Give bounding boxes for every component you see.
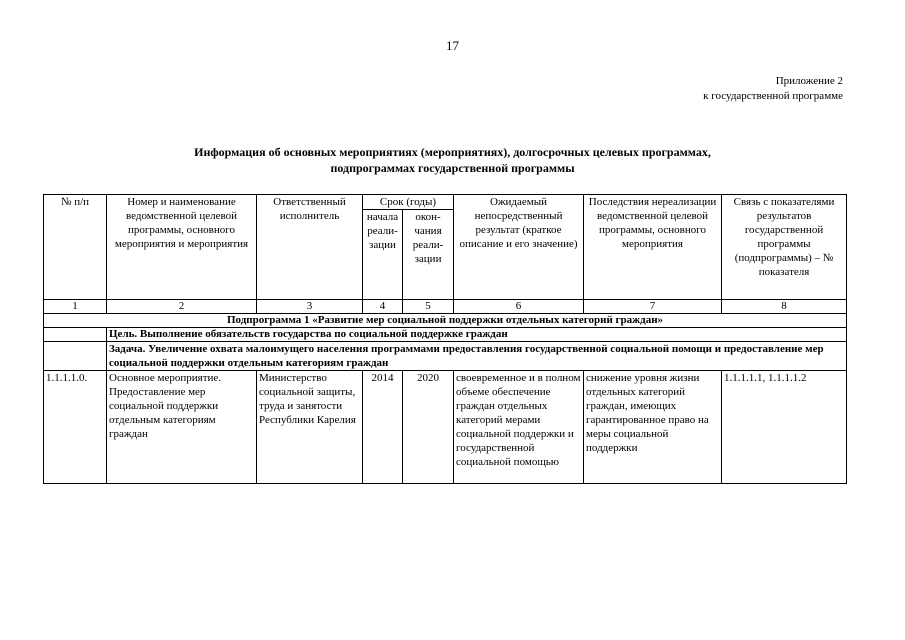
row-result: своевременное и в полном объеме обеспечение граждан отдельных категорий мерами социальной поддержки и государственной социальной помощью [454, 371, 584, 484]
header-consequence: Последствия нереализации ведомственной целевой программы, основного мероприятия [584, 195, 722, 300]
header-result: Ожидаемый непосредственный результат (краткое описание и его значение) [454, 195, 584, 300]
column-number: 4 [363, 300, 403, 314]
row-start-year: 2014 [363, 371, 403, 484]
subprogram-row [44, 314, 847, 328]
header-number: № п/п [44, 195, 107, 300]
header-end: окон-чания реали-зации [403, 210, 454, 300]
column-number-row [44, 300, 847, 314]
empty-cell [44, 342, 107, 371]
column-number: 8 [722, 300, 847, 314]
header-indicators: Связь с показателями результатов государственной программы (подпрограммы) – № показателя [722, 195, 847, 300]
document-title-line-1: Информация об основных мероприятиях (мероприятиях), долгосрочных целевых программах, [194, 145, 711, 159]
header-name: Номер и наименование ведомственной целевой программы, основного мероприятия и мероприятия [107, 195, 257, 300]
column-number: 2 [107, 300, 257, 314]
column-number: 3 [257, 300, 363, 314]
column-number: 5 [403, 300, 454, 314]
row-indicators: 1.1.1.1.1, 1.1.1.1.2 [722, 371, 847, 484]
goal-text: Цель. Выполнение обязательств государства по социальной поддержке граждан [107, 328, 847, 342]
task-text: Задача. Увеличение охвата малоимущего населения программами предоставления государственной социальной помощи и предоставление мер социальной поддержки отдельным категориям граждан [107, 342, 847, 371]
table-row [44, 371, 847, 484]
column-number: 6 [454, 300, 584, 314]
document-title [0, 144, 905, 176]
appendix-line-1: Приложение 2 [775, 75, 843, 87]
header-start: начала реали-зации [363, 210, 403, 300]
row-number: 1.1.1.1.0. [44, 371, 107, 484]
measures-table [43, 194, 847, 484]
header-executor: Ответственный исполнитель [257, 195, 363, 300]
column-number: 1 [44, 300, 107, 314]
column-number: 7 [584, 300, 722, 314]
header-term: Срок (годы) [363, 195, 454, 210]
subprogram-title: Подпрограмма 1 «Развитие мер социальной поддержки отдельных категорий граждан» [44, 314, 847, 328]
document-title-line-2: подпрограммах государственной программы [330, 161, 575, 175]
header-row [44, 195, 847, 210]
row-end-year: 2020 [403, 371, 454, 484]
empty-cell [44, 328, 107, 342]
goal-row [44, 328, 847, 342]
appendix-line-2: к государственной программе [703, 90, 843, 102]
page-number: 17 [446, 38, 459, 53]
appendix-note [703, 74, 843, 104]
row-name: Основное мероприятие. Предоставление мер социальной поддержки отдельным категориям граждан [107, 371, 257, 484]
task-row [44, 342, 847, 371]
row-consequence: снижение уровня жизни отдельных категорий граждан, имеющих гарантированное право на меры социальной поддержки [584, 371, 722, 484]
row-executor: Министерство социальной защиты, труда и занятости Республики Карелия [257, 371, 363, 484]
